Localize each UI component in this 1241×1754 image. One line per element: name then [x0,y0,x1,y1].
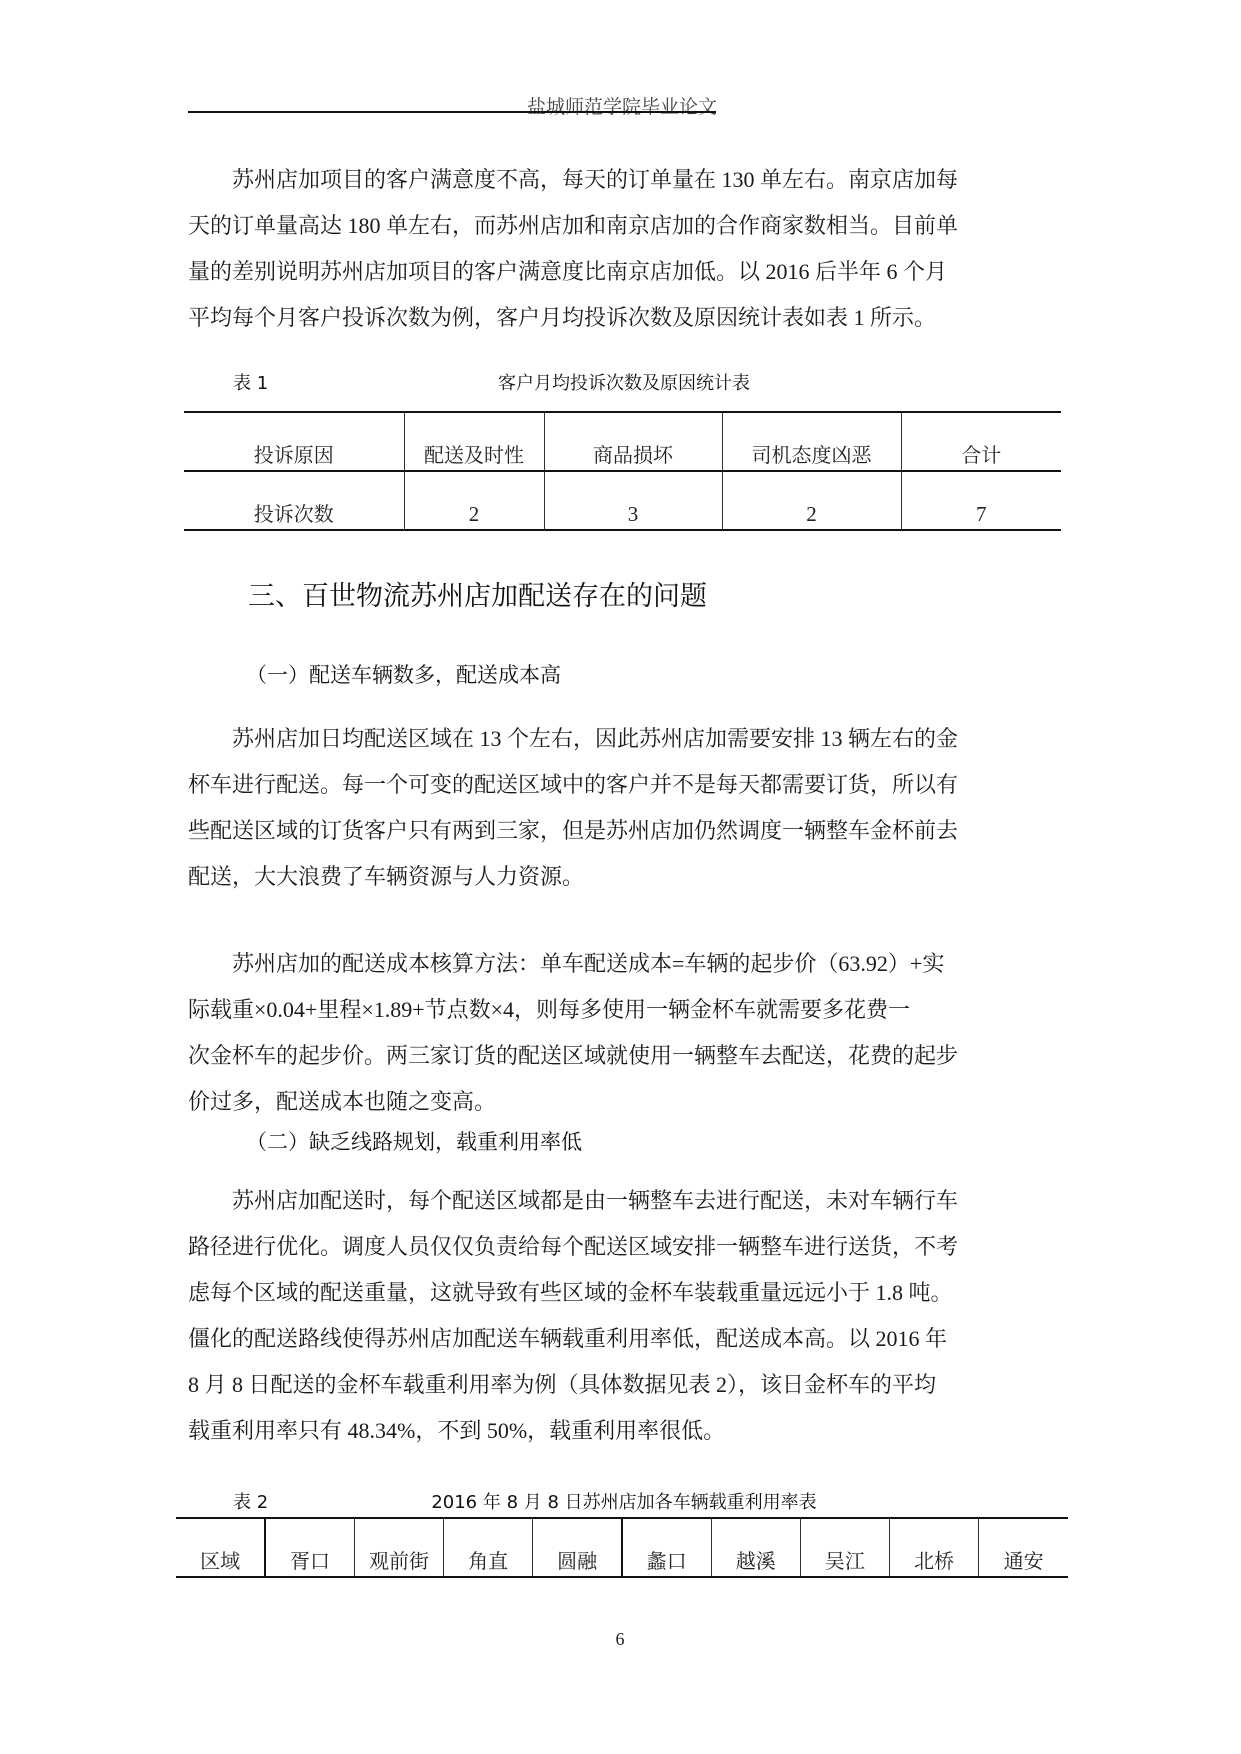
table-cell: 商品损坏 [544,412,722,471]
paragraph-intro [188,157,1060,341]
table-cell: 2 [722,471,901,530]
paragraph-line: 苏州店加日均配送区域在 13 个左右，因此苏州店加需要安排 13 辆左右的金 [232,726,959,751]
paragraph-line: 价过多，配送成本也随之变高。 [188,1089,497,1114]
table-cell: 蠡口 [622,1518,711,1577]
paragraph-line: 配送，大大浪费了车辆资源与人力资源。 [188,864,585,889]
load-utilization-table [176,1517,1068,1578]
page-number: 6 [615,1629,625,1649]
table-cell: 吴江 [800,1518,889,1577]
header-rule [188,111,716,113]
paragraph-line: 量的差别说明苏州店加项目的客户满意度比南京店加低。以 2016 后半年 6 个月 [188,259,948,284]
table-cell: 投诉原因 [184,412,404,471]
paragraph-line: 苏州店加配送时，每个配送区域都是由一辆整车去进行配送，未对车辆行车 [232,1188,959,1213]
table1-label: 表 1 [233,373,269,394]
table-cell: 7 [901,471,1061,530]
paragraph-line: 虑每个区域的配送重量，这就导致有些区域的金杯车装载重量远远小于 1.8 吨。 [188,1280,953,1305]
paragraph-line: 天的订单量高达 180 单左右，而苏州店加和南京店加的合作商家数相当。目前单 [188,213,959,238]
table-cell: 角直 [444,1518,533,1577]
table-cell: 观前街 [354,1518,443,1577]
table-cell: 2 [404,471,544,530]
paragraph-line: 僵化的配送路线使得苏州店加配送车辆载重利用率低，配送成本高。以 2016 年 [188,1326,948,1351]
subsection-heading-1: （一）配送车辆数多，配送成本高 [246,663,561,687]
section-heading: 三、百世物流苏州店加配送存在的问题 [248,581,707,612]
paragraph-line: 际载重×0.04+里程×1.89+节点数×4，则每多使用一辆金杯车就需要多花费一 [188,997,911,1022]
table-cell: 区域 [176,1518,265,1577]
table-cell: 合计 [901,412,1061,471]
paragraph-line: 苏州店加项目的客户满意度不高，每天的订单量在 130 单左右。南京店加每 [232,167,959,192]
table-cell: 圆融 [533,1518,622,1577]
paragraph-line: 次金杯车的起步价。两三家订货的配送区域就使用一辆整车去配送，花费的起步 [188,1043,959,1068]
table-cell: 胥口 [265,1518,354,1577]
paragraph-line: 苏州店加的配送成本核算方法：单车配送成本=车辆的起步价（63.92）+实 [232,951,945,976]
table1-title: 客户月均投诉次数及原因统计表 [498,373,750,394]
table-header-row [184,412,1061,471]
paragraph-delivery-areas [188,716,1060,900]
table-cell: 通安 [979,1518,1068,1577]
table2-title: 2016 年 8 月 8 日苏州店加各车辆载重利用率表 [431,1492,817,1513]
table-cell: 配送及时性 [404,412,544,471]
running-header-title: 盐城师范学院毕业论文 [527,97,718,118]
table-cell: 越溪 [711,1518,800,1577]
table-row [184,471,1061,530]
paragraph-line: 载重利用率只有 48.34%，不到 50%，载重利用率很低。 [188,1418,726,1443]
table-cell: 北桥 [890,1518,979,1577]
paragraph-line: 路径进行优化。调度人员仅仅负责给每个配送区域安排一辆整车进行送货，不考 [188,1234,959,1259]
complaint-statistics-table [184,411,1061,531]
table2-label: 表 2 [233,1492,269,1513]
paragraph-cost-method [188,941,1060,1125]
paragraph-line: 平均每个月客户投诉次数为例，客户月均投诉次数及原因统计表如表 1 所示。 [188,305,937,330]
table-header-row [176,1518,1068,1577]
paragraph-line: 些配送区域的订货客户只有两到三家，但是苏州店加仍然调度一辆整车金杯前去 [188,818,959,843]
subsection-heading-2: （二）缺乏线路规划，载重利用率低 [246,1130,582,1154]
paragraph-route-planning [188,1178,1060,1454]
paragraph-line: 8 月 8 日配送的金杯车载重利用率为例（具体数据见表 2），该日金杯车的平均 [188,1372,937,1397]
table-cell: 司机态度凶恶 [722,412,901,471]
table-cell: 投诉次数 [253,504,334,526]
table-cell: 3 [544,471,722,530]
paragraph-line: 杯车进行配送。每一个可变的配送区域中的客户并不是每天都需要订货，所以有 [188,772,959,797]
